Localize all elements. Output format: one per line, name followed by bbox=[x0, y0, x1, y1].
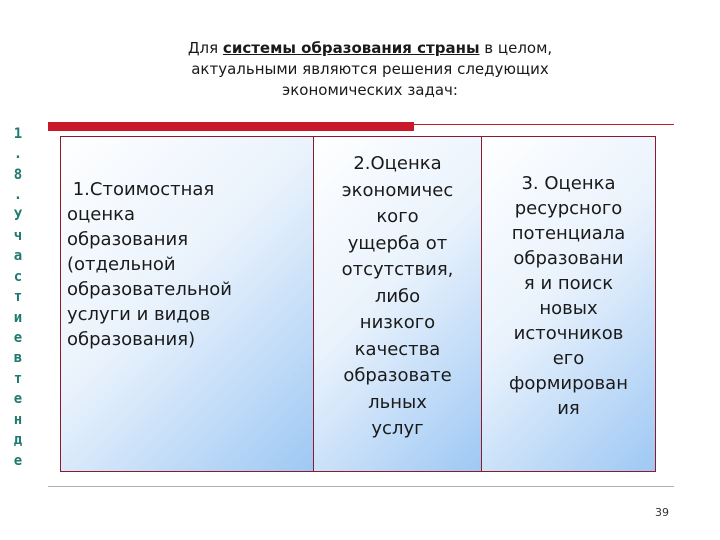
side-char: д bbox=[13, 432, 23, 449]
cell-line: 3. Оценка bbox=[521, 173, 616, 194]
side-char: . bbox=[13, 187, 23, 204]
side-char: . bbox=[13, 146, 23, 163]
cell-line: образовательной bbox=[67, 279, 232, 300]
side-char: е bbox=[13, 391, 23, 408]
cell-line: образовате bbox=[343, 365, 452, 386]
cell-line: источников bbox=[513, 323, 624, 344]
cell-line: ресурсного bbox=[514, 198, 623, 219]
side-char: в bbox=[13, 350, 23, 367]
page-number: 39 bbox=[655, 506, 669, 519]
task-cell-cost-valuation bbox=[61, 137, 314, 471]
cell-line: кого bbox=[376, 206, 419, 227]
cell-line: образования bbox=[67, 229, 189, 250]
cell-line: новых bbox=[539, 298, 598, 319]
title-line2: актуальными являются решения следующих bbox=[191, 60, 549, 78]
tasks-table bbox=[60, 136, 656, 472]
cell-line: я и поиск bbox=[523, 273, 614, 294]
cell-line: экономичес bbox=[341, 179, 454, 201]
side-char: 8 bbox=[13, 166, 23, 183]
cell-line: его bbox=[552, 348, 585, 369]
cell-line: образования) bbox=[67, 329, 196, 350]
side-vertical-label bbox=[4, 124, 32, 471]
cell-line: отсутствия, bbox=[341, 259, 454, 280]
side-char: с bbox=[13, 268, 23, 285]
cell-line: потенциала bbox=[511, 223, 626, 244]
cell-line: формирован bbox=[509, 373, 628, 394]
task-cell-resource-potential bbox=[482, 137, 655, 471]
cell-line: низкого bbox=[359, 312, 436, 333]
side-char: У bbox=[13, 207, 23, 224]
cell-line: 1.Стоимостная bbox=[67, 179, 215, 200]
cell-line: либо bbox=[374, 285, 421, 307]
cell-line: качества bbox=[354, 338, 441, 360]
side-char: а bbox=[13, 248, 23, 265]
side-char: и bbox=[13, 309, 23, 326]
side-char: т bbox=[13, 289, 23, 306]
top-accent-bar bbox=[48, 122, 414, 131]
side-char: е bbox=[13, 452, 23, 469]
cell-line: (отдельной bbox=[67, 254, 176, 275]
title-line1-end: в целом, bbox=[479, 39, 553, 57]
title-line3: экономических задач: bbox=[282, 81, 458, 99]
side-char: н bbox=[13, 411, 23, 428]
side-char: т bbox=[13, 370, 23, 387]
title-emphasis: системы образования страны bbox=[222, 39, 480, 57]
cell-line: услуги и видов bbox=[67, 304, 211, 325]
cell-line: образовани bbox=[513, 248, 624, 269]
side-char: ч bbox=[13, 228, 23, 245]
cell-line: льных bbox=[368, 391, 427, 413]
side-char: 1 bbox=[13, 126, 23, 142]
title-prefix: Для bbox=[187, 39, 223, 57]
cell-line: 2.Оценка bbox=[353, 153, 442, 174]
slide-title bbox=[150, 38, 590, 101]
cell-line: ия bbox=[557, 398, 580, 419]
task-cell-damage-estimation bbox=[314, 137, 482, 471]
side-char: е bbox=[13, 330, 23, 347]
bottom-divider-line bbox=[48, 486, 674, 487]
cell-line: услуг bbox=[371, 418, 424, 439]
cell-line: оценка bbox=[67, 204, 136, 225]
cell-line: ущерба от bbox=[347, 232, 448, 254]
